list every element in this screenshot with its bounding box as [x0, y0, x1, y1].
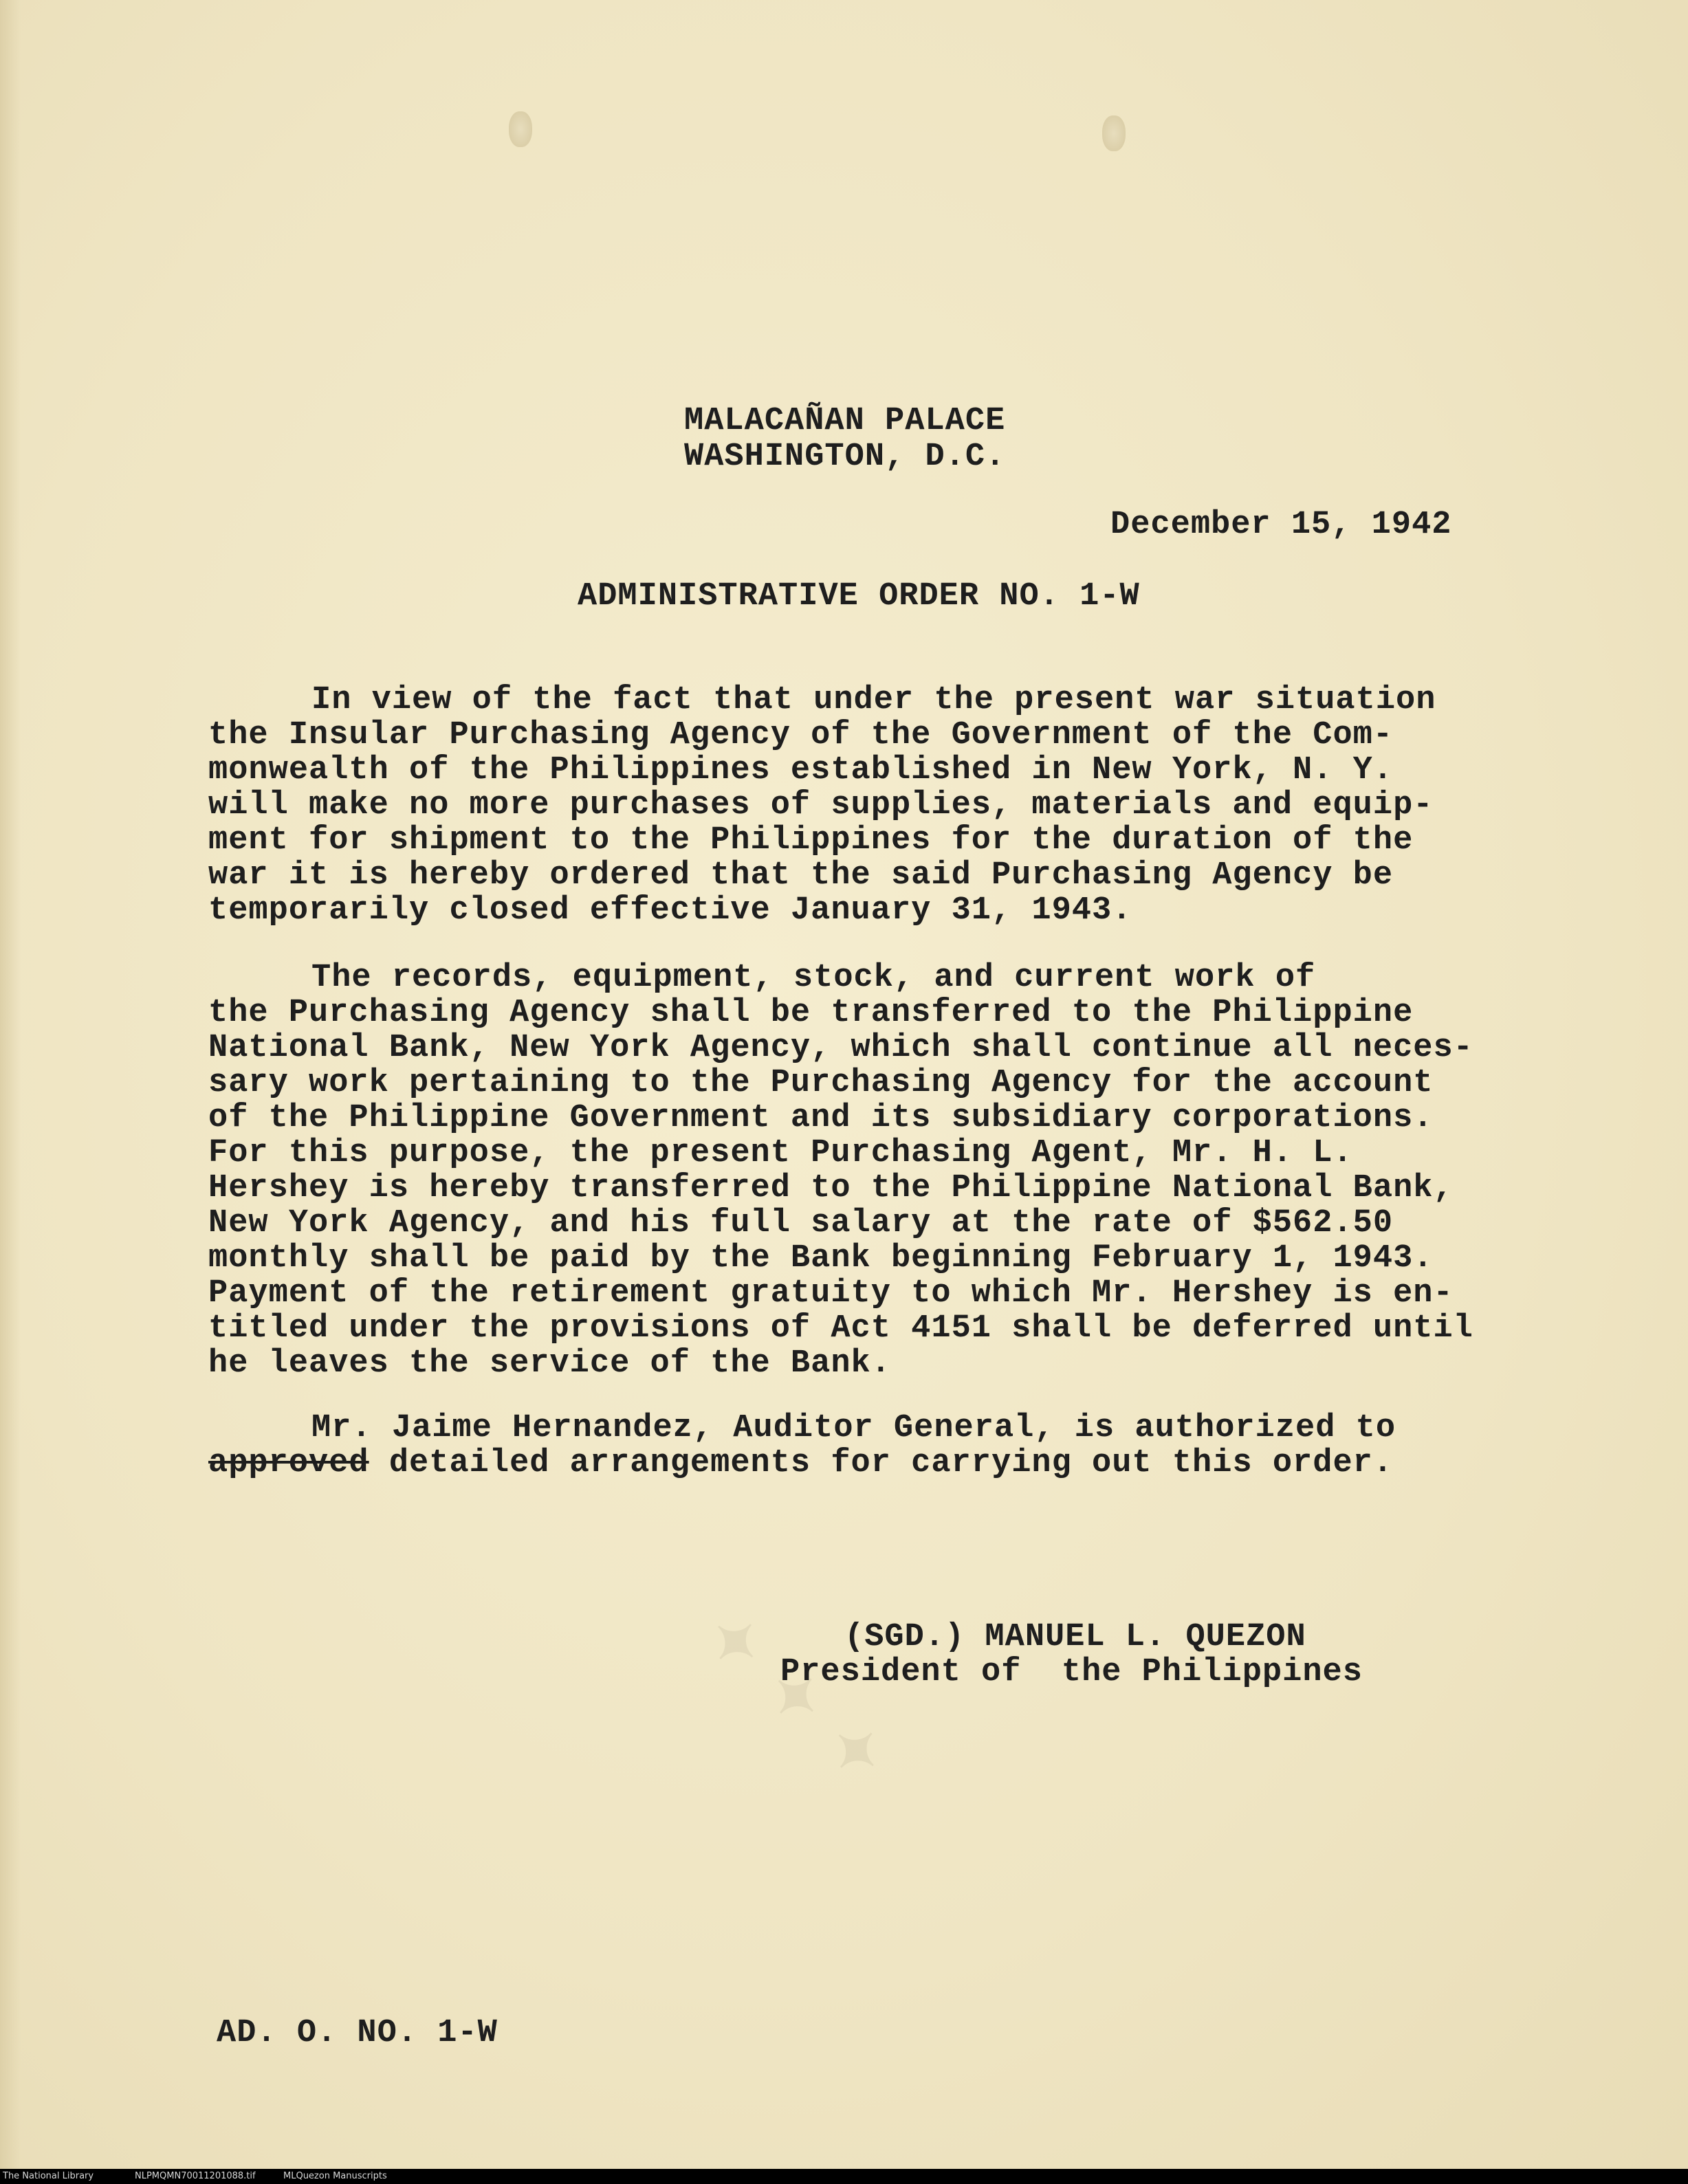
- paragraph-1-line: war it is hereby ordered that the said Purchasing Agency be: [208, 857, 1394, 894]
- paragraph-2-line: New York Agency, and his full salary at the rate of $562.50: [208, 1205, 1394, 1242]
- paragraph-1-line: monwealth of the Philippines established in New York, N. Y.: [208, 752, 1394, 788]
- paragraph-2-line: The records, equipment, stock, and current work of: [311, 960, 1316, 996]
- paragraph-1-line: the Insular Purchasing Agency of the Government of the Com-: [208, 717, 1394, 753]
- punch-hole-right: [1102, 115, 1126, 151]
- page-edge-shadow: [0, 0, 21, 2169]
- letterhead-city: WASHINGTON, D.C.: [684, 439, 1006, 475]
- paragraph-1-line: ment for shipment to the Philippines for the duration of the: [208, 822, 1414, 859]
- paragraph-2-line: titled under the provisions of Act 4151 shall be deferred until: [208, 1310, 1473, 1347]
- paragraph-2-line: sary work pertaining to the Purchasing Agency for the account: [208, 1065, 1434, 1101]
- paragraph-1-line: will make no more purchases of supplies, materials and equip-: [208, 787, 1434, 824]
- scan-footer-bar: [0, 2169, 1688, 2184]
- faded-stamp-mark: ✦ ✦ ✦: [692, 1600, 903, 1798]
- paragraph-3-line: [208, 1446, 1604, 1481]
- letterhead-palace: MALACAÑAN PALACE: [684, 403, 1006, 439]
- paragraph-2-line: he leaves the service of the Bank.: [208, 1345, 891, 1382]
- paragraph-3: [208, 1411, 1604, 1481]
- paragraph-2-line: For this purpose, the present Purchasing Agent, Mr. H. L.: [208, 1135, 1353, 1171]
- paragraph-2-line: Hershey is hereby transferred to the Philippine National Bank,: [208, 1170, 1454, 1206]
- signature-title: President of the Philippines: [780, 1654, 1363, 1690]
- paragraph-1-line: temporarily closed effective January 31, 1943.: [208, 892, 1132, 929]
- paragraph-2: [208, 960, 1604, 1381]
- paragraph-2-line: the Purchasing Agency shall be transferred to the Philippine: [208, 995, 1414, 1031]
- order-title: ADMINISTRATIVE ORDER NO. 1-W: [578, 578, 1140, 615]
- paragraph-2-line: Payment of the retirement gratuity to which Mr. Hershey is en-: [208, 1275, 1454, 1312]
- scan-footer-file-id: NLPMQMN70011201088.tif: [135, 2171, 256, 2181]
- footer-reference: AD. O. NO. 1-W: [217, 2015, 498, 2051]
- struck-out-word: approved: [208, 1445, 369, 1481]
- paragraph-2-line: National Bank, New York Agency, which shall continue all neces-: [208, 1030, 1473, 1066]
- paragraph-1-line: In view of the fact that under the present war situation: [311, 682, 1436, 718]
- punch-hole-left: [509, 111, 532, 147]
- paragraph-3-line: Mr. Jaime Hernandez, Auditor General, is authorized to: [311, 1410, 1396, 1446]
- paragraph-3-line-rest: detailed arrangements for carrying out this order.: [369, 1445, 1394, 1481]
- paragraph-1: [208, 683, 1604, 928]
- paragraph-2-line: of the Philippine Government and its subsidiary corporations.: [208, 1100, 1434, 1136]
- signature-name: (SGD.) MANUEL L. QUEZON: [844, 1619, 1306, 1655]
- scan-footer-library: The National Library: [3, 2171, 94, 2181]
- paragraph-2-line: monthly shall be paid by the Bank beginning February 1, 1943.: [208, 1240, 1434, 1277]
- document-date: December 15, 1942: [1110, 507, 1452, 543]
- scan-footer-collection: MLQuezon Manuscripts: [283, 2171, 387, 2181]
